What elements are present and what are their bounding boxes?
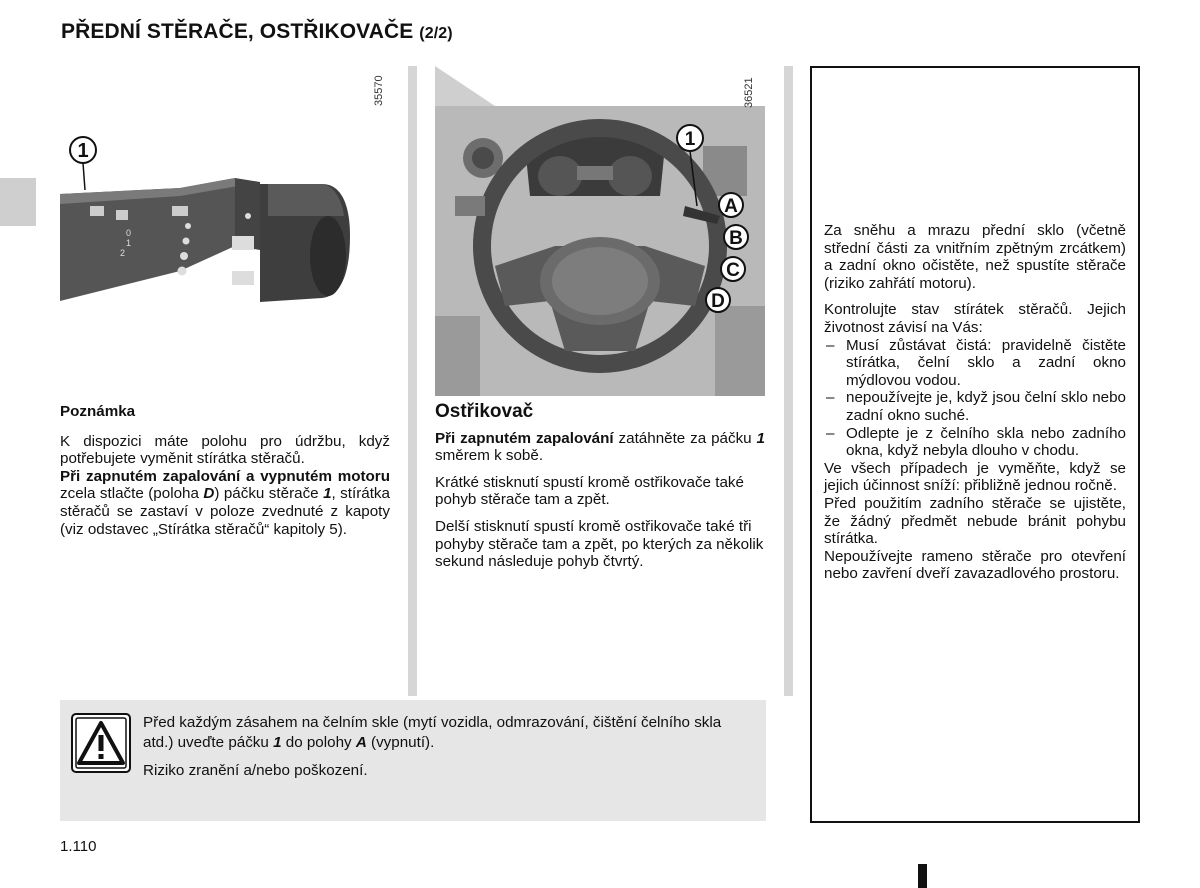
list-item: – nepoužívejte je, když jsou čelní sklo nebo zadní okno suché. [824, 389, 1126, 424]
washer-paragraph-3: Delší stisknutí spustí kromě ostřikovače také tři pohyby stěrače tam a zpět, po kterých za několik sekund následuje pohyb čtvrtý. [435, 517, 764, 571]
washer-section [435, 403, 765, 571]
wiper-stalk-illustration [60, 66, 390, 391]
callout-a: A [724, 196, 738, 217]
page-title-part: (2/2) [419, 25, 453, 42]
lever-mark-0: 0 [126, 228, 132, 238]
list-item: – Musí zůstávat čistá: pravidelně čistěte stírátka, čelní sklo a zadní okno mýdlovou vodou. [824, 337, 1126, 390]
note-section [60, 403, 390, 538]
column-divider-right [784, 66, 793, 696]
note-line1: K dispozici máte polohu pro údržbu, když potřebujete vyměnit stírátka stěračů. [60, 432, 390, 468]
washer-paragraph-1: Při zapnutém zapalování zatáhněte za páčku 1 směrem k sobě. [435, 429, 765, 465]
callout-1: 1 [77, 140, 89, 162]
dashboard-illustration [435, 66, 765, 396]
note-paragraph: Při zapnutém zapalování a vypnutém motoru zcela stlačte (poloha D) páčku stěrače 1, stírátka stěračů se zastaví v poloze zvednuté z kapoty (viz odstavec „Stírátka stěračů“ kapitoly 5). [60, 467, 390, 538]
lever-mark-1: 1 [126, 238, 132, 248]
callout-d: D [711, 291, 725, 312]
info-paragraph-5: Nepoužívejte rameno stěrače pro otevření nebo zavření dveří zavazadlového prostoru. [824, 547, 1126, 583]
figure-ref-wrapper [738, 70, 758, 110]
figure-ref-number-right: 36521 [743, 77, 755, 108]
washer-paragraph-2: Krátké stisknutí spustí kromě ostřikovače také pohyb stěrače tam a zpět. [435, 473, 744, 509]
callout-c: C [726, 260, 740, 281]
list-item: – Odlepte je z čelního skla nebo zadního okna, když nebyla dlouho v chodu. [824, 425, 1126, 460]
info-paragraph-2: Kontrolujte stav stírátek stěračů. Jejich životnost závisí na Vás: [824, 301, 1126, 336]
page-title [61, 20, 453, 44]
page-number: 1.110 [60, 838, 97, 855]
chapter-tab [0, 178, 36, 226]
info-list [824, 337, 1126, 460]
warning-paragraph-1: Před každým zásahem na čelním skle (mytí vozidla, odmrazování, čištění čelního skla atd.) uveďte páčku 1 do polohy A (vypnutí). [143, 714, 722, 751]
info-paragraph-3: Ve všech případech je vyměňte, když se jejich účinnost sníží: přibližně jednou ročně. [824, 459, 1126, 495]
page-edge-marker [918, 864, 927, 888]
info-box-text [824, 222, 1126, 583]
lever-mark-2: 2 [120, 248, 126, 258]
washer-heading: Ostřikovač [435, 401, 534, 422]
callout-b: B [729, 228, 743, 249]
info-paragraph-1: Za sněhu a mrazu přední sklo (včetně střední části za vnitřním zpětným zrcátkem) a zadní okno očistěte, než spustíte stěrače (riziko zahřátí motoru). [824, 222, 1126, 292]
figure-ref-number: 35570 [373, 75, 385, 106]
warning-triangle-icon [71, 713, 131, 773]
warning-paragraph-2: Riziko zranění a/nebo poškození. [143, 762, 368, 779]
column-divider-left [408, 66, 417, 696]
warning-text [143, 713, 753, 781]
info-paragraph-4: Před použitím zadního stěrače se ujistěte, že žádný předmět nebude bránit pohybu stírátka. [824, 494, 1126, 548]
page-title-text: PŘEDNÍ STĚRAČE, OSTŘIKOVAČE [61, 20, 414, 43]
note-heading: Poznámka [60, 403, 136, 420]
callout-1: 1 [684, 129, 696, 150]
